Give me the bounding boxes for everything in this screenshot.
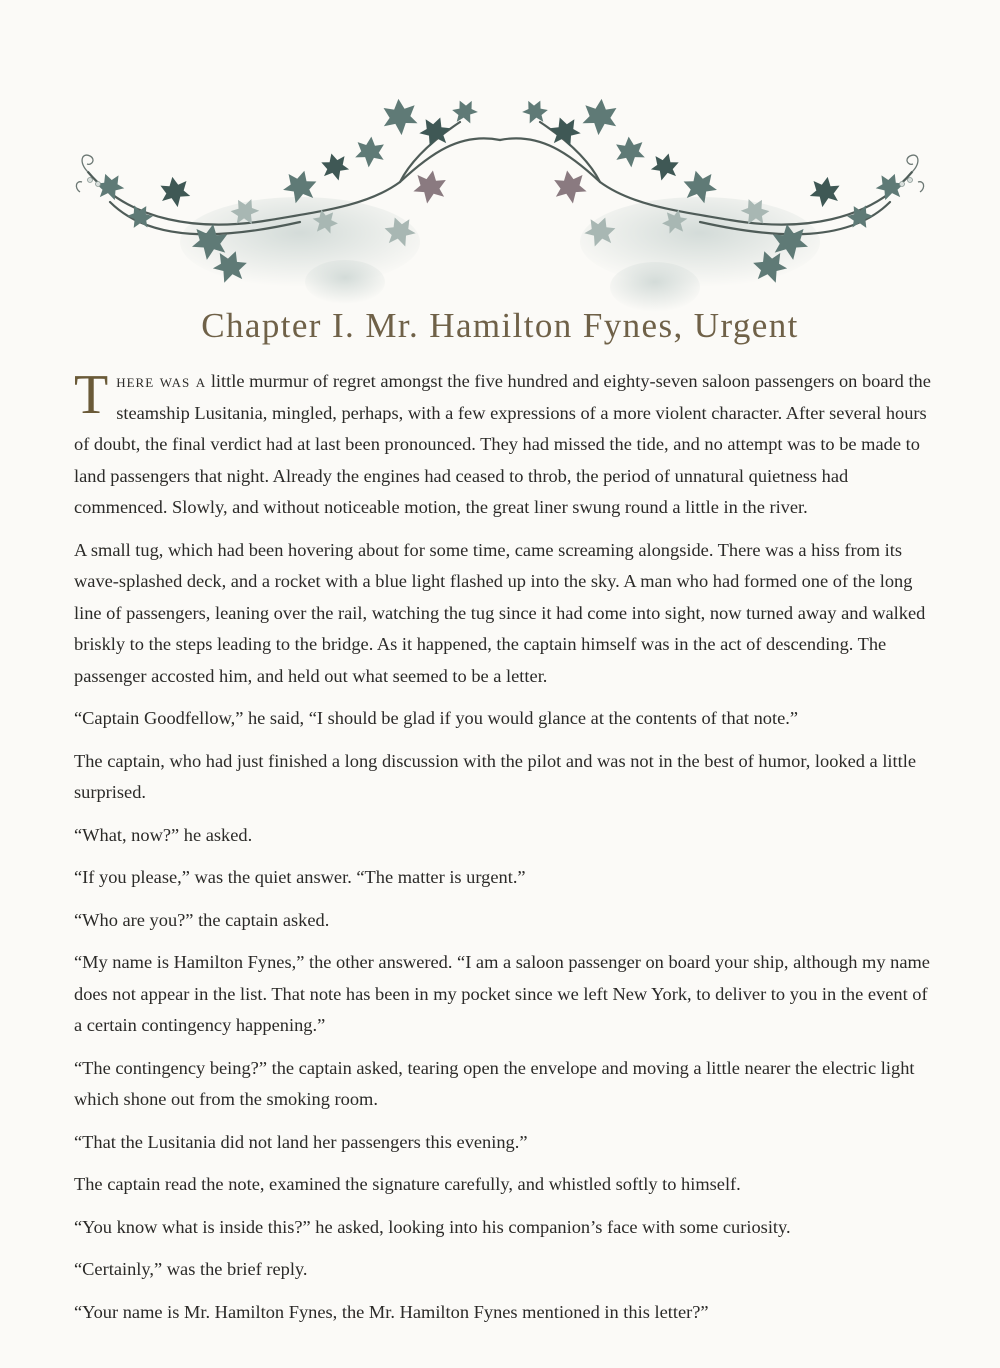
paragraph: A small tug, which had been hovering about for some time, came screaming alongside. There was a hiss from its wave-splashed deck, and a rocket with a blue light flashed up into the sky. A man who had formed one of the long line of passengers, leaning over the rail, watching the tug since it had come into sight, now turned away and walked briskly to the steps leading to the bridge. As it happened, the captain himself was in the act of descending. The passenger accosted him, and held out what seemed to be a letter. [74, 539, 926, 686]
paragraph: “What, now?” he asked. [74, 824, 253, 845]
chapter-title: Chapter I. Mr. Hamilton Fynes, Urgent [201, 306, 799, 345]
paragraph: “Your name is Mr. Hamilton Fynes, the Mr. Hamilton Fynes mentioned in this letter?” [74, 1301, 709, 1322]
paragraph-1 [74, 366, 932, 524]
chapter-body [74, 366, 932, 1339]
paragraph: “If you please,” was the quiet answer. “The matter is urgent.” [74, 867, 526, 887]
ivy-vine-ornament-icon [70, 92, 930, 314]
paragraph: “Who are you?” the captain asked. [74, 909, 330, 930]
paragraph: The captain, who had just finished a long discussion with the pilot and was not in the best of humor, looked a little surprised. [74, 750, 917, 802]
paragraph: “You know what is inside this?” he asked, looking into his companion’s face with some curiosity. [74, 1216, 791, 1237]
paragraph: “Captain Goodfellow,” he said, “I should be glad if you would glance at the contents of that note.” [74, 708, 799, 728]
drop-cap: T [74, 364, 109, 426]
paragraph: “That the Lusitania did not land her passengers this evening.” [74, 1131, 528, 1152]
paragraph: “The contingency being?” the captain asked, tearing open the envelope and moving a little nearer the electric light which shone out from the smoking room. [74, 1057, 915, 1109]
paragraph: “My name is Hamilton Fynes,” the other answered. “I am a saloon passenger on board your ship, although my name does not appear in the list. That note has been in my pocket since we left New York, to deliver to you in the event of a certain contingency happening.” [74, 952, 930, 1035]
lead-in: here was a [116, 371, 207, 391]
paragraph: “Certainly,” was the brief reply. [74, 1259, 308, 1279]
paragraph-text: little murmur of regret amongst the five hundred and eighty-seven saloon passengers on board the steamship Lusitania, mingled, perhaps, with a few expressions of a more violent character. After several hours of doubt, the final verdict had at last been pronounced. They had missed the tide, and no attempt was to be made to land passengers that night. Already the engines had ceased to throb, the period of unnatural quietness had commenced. Slowly, and without noticeable motion, the great liner swung round a little in the river. [74, 371, 931, 517]
paragraph: The captain read the note, examined the signature carefully, and whistled softly to himself. [74, 1174, 741, 1194]
